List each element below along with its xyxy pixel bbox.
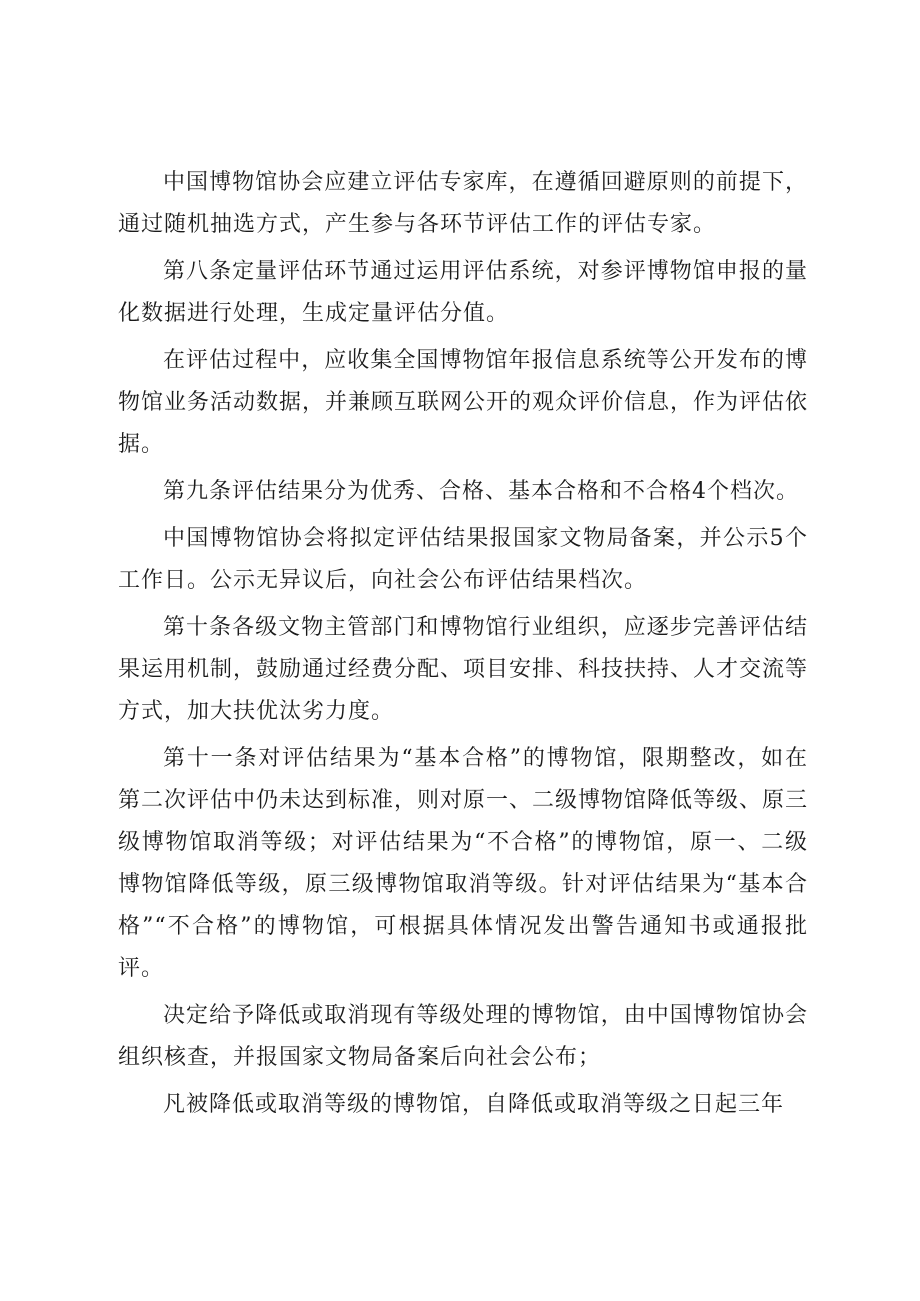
paragraph-result-filing: 中国博物馆协会将拟定评估结果报国家文物局备案，并公示5个工作日。公示无异议后，向社会公布评估结果档次。: [118, 526, 808, 593]
paragraph-article-8: 第八条定量评估环节通过运用评估系统，对参评博物馆申报的量化数据进行处理，生成定量评估分值。: [118, 259, 808, 326]
paragraph-article-9: 第九条评估结果分为优秀、合格、基本合格和不合格4个档次。: [163, 479, 799, 504]
document-body: [118, 162, 808, 1131]
paragraph-expert-pool: 中国博物馆协会应建立评估专家库，在遵循回避原则的前提下，通过随机抽选方式，产生参与各环节评估工作的评估专家。: [118, 170, 808, 237]
paragraph-article-10: 第十条各级文物主管部门和博物馆行业组织，应逐步完善评估结果运用机制，鼓励通过经费分配、项目安排、科技扶持、人才交流等方式，加大扶优汰劣力度。: [118, 615, 809, 724]
paragraph-downgrade-verification: 决定给予降低或取消现有等级处理的博物馆，由中国博物馆协会组织核查，并报国家文物局备案后向社会公布；: [118, 1003, 808, 1070]
paragraph-evaluation-process: 在评估过程中，应收集全国博物馆年报信息系统等公开发布的博物馆业务活动数据，并兼顾互联网公开的观众评价信息，作为评估依据。: [118, 348, 809, 457]
paragraph-article-11: 第十一条对评估结果为“基本合格”的博物馆，限期整改，如在第二次评估中仍未达到标准，则对原一、二级博物馆降低等级、原三级博物馆取消等级；对评估结果为“不合格”的博物馆，原一、二级博物馆降低等级，原三级博物馆取消等级。针对评估结果为“基本合格”“不合格”的博物馆，可根据具体情况发出警告通知书或通报批评。: [118, 746, 809, 981]
paragraph-downgrade-period: 凡被降低或取消等级的博物馆，自降低或取消等级之日起三年: [163, 1092, 785, 1117]
